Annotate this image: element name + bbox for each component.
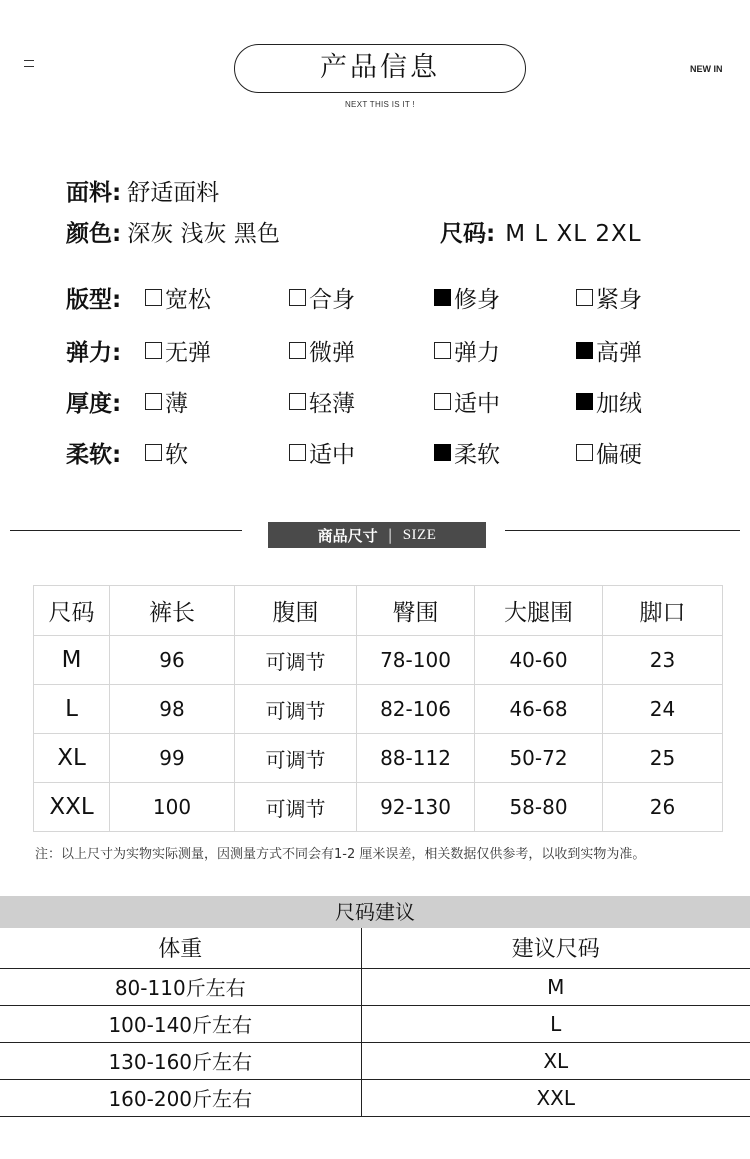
option-label: 软 <box>165 442 188 468</box>
unchecked-box-icon <box>289 342 306 359</box>
option-label: 高弹 <box>596 340 642 366</box>
table-cell: 99 <box>110 734 235 783</box>
option-label: 柔软 <box>454 442 500 468</box>
table-cell: M <box>34 636 110 685</box>
table-cell: 80-110斤左右 <box>0 968 361 1005</box>
attribute-label: 弹力: <box>66 340 122 366</box>
attribute-option <box>145 385 188 418</box>
table-cell: 25 <box>603 734 723 783</box>
table-cell: M <box>361 968 750 1005</box>
table-cell: XL <box>34 734 110 783</box>
unchecked-box-icon <box>576 289 593 306</box>
unchecked-box-icon <box>289 444 306 461</box>
page-title: 产品信息 <box>234 44 526 93</box>
table-cell: L <box>361 1005 750 1042</box>
table-cell: 可调节 <box>235 783 357 832</box>
unchecked-box-icon <box>145 289 162 306</box>
table-cell: 98 <box>110 685 235 734</box>
option-label: 适中 <box>454 391 500 417</box>
table-cell: XXL <box>34 783 110 832</box>
table-cell: 160-200斤左右 <box>0 1079 361 1116</box>
divider-line-right <box>505 530 740 531</box>
checked-box-icon <box>576 342 593 359</box>
option-label: 薄 <box>165 391 188 417</box>
table-row <box>0 1042 750 1079</box>
attribute-option <box>289 385 355 418</box>
color-value: 深灰 浅灰 黑色 <box>127 221 280 247</box>
size-table-header <box>34 586 723 636</box>
table-cell: 96 <box>110 636 235 685</box>
size-row <box>440 215 642 248</box>
unchecked-box-icon <box>434 393 451 410</box>
table-cell: 可调节 <box>235 636 357 685</box>
option-label: 适中 <box>309 442 355 468</box>
divider-line-left <box>10 530 242 531</box>
table-cell: 100-140斤左右 <box>0 1005 361 1042</box>
table-row <box>34 783 723 832</box>
attribute-label: 厚度: <box>66 391 122 417</box>
side-mark-icon <box>24 60 34 72</box>
header-cell: 臀围 <box>357 586 475 636</box>
attribute-option <box>434 281 500 314</box>
attribute-option <box>289 436 355 469</box>
table-cell: XXL <box>361 1079 750 1116</box>
attribute-option <box>434 334 500 367</box>
checked-box-icon <box>434 444 451 461</box>
table-cell: XL <box>361 1042 750 1079</box>
option-label: 偏硬 <box>596 442 642 468</box>
attribute-option <box>576 281 642 314</box>
banner-label-en: SIZE <box>402 526 437 543</box>
table-cell: 可调节 <box>235 685 357 734</box>
attribute-option <box>289 334 355 367</box>
table-row <box>0 968 750 1005</box>
size-label: 尺码: <box>440 221 496 247</box>
material-row <box>66 174 219 207</box>
table-cell: 92-130 <box>357 783 475 832</box>
header-cell: 大腿围 <box>475 586 603 636</box>
option-label: 轻薄 <box>309 391 355 417</box>
new-in-badge: NEW IN <box>690 64 723 74</box>
table-cell: 130-160斤左右 <box>0 1042 361 1079</box>
measurement-note: 注：以上尺寸为实物实际测量，因测量方式不同会有1-2 厘米误差，相关数据仅供参考，以收到实物为准。 <box>35 847 646 862</box>
color-row <box>66 215 280 248</box>
material-label: 面料: <box>66 180 122 206</box>
table-cell: 82-106 <box>357 685 475 734</box>
banner-separator: | <box>387 526 393 544</box>
recommendation-title: 尺码建议 <box>0 896 750 928</box>
table-cell: 88-112 <box>357 734 475 783</box>
header-cell: 体重 <box>0 928 361 968</box>
recommendation-header <box>0 928 750 968</box>
table-row <box>34 685 723 734</box>
table-cell: 50-72 <box>475 734 603 783</box>
attribute-label: 版型: <box>66 287 122 313</box>
attribute-option <box>145 334 211 367</box>
table-cell: 58-80 <box>475 783 603 832</box>
option-label: 弹力 <box>454 340 500 366</box>
recommendation-table <box>0 928 750 1117</box>
unchecked-box-icon <box>145 444 162 461</box>
table-cell: 可调节 <box>235 734 357 783</box>
option-label: 合身 <box>309 287 355 313</box>
attribute-option <box>576 334 642 367</box>
attribute-option <box>434 436 500 469</box>
attribute-option <box>576 436 642 469</box>
unchecked-box-icon <box>145 342 162 359</box>
table-cell: L <box>34 685 110 734</box>
header-cell: 尺码 <box>34 586 110 636</box>
unchecked-box-icon <box>576 444 593 461</box>
material-value: 舒适面料 <box>127 180 220 206</box>
table-cell: 46-68 <box>475 685 603 734</box>
table-row <box>0 1079 750 1116</box>
attribute-option <box>145 281 211 314</box>
table-cell: 24 <box>603 685 723 734</box>
table-row <box>34 636 723 685</box>
attribute-option <box>145 436 188 469</box>
option-label: 微弹 <box>309 340 355 366</box>
header-cell: 腹围 <box>235 586 357 636</box>
option-label: 无弹 <box>165 340 211 366</box>
table-row <box>34 734 723 783</box>
table-cell: 26 <box>603 783 723 832</box>
unchecked-box-icon <box>289 393 306 410</box>
table-row <box>0 1005 750 1042</box>
attribute-option <box>576 385 642 418</box>
attribute-option <box>289 281 355 314</box>
table-cell: 100 <box>110 783 235 832</box>
unchecked-box-icon <box>145 393 162 410</box>
attribute-option <box>434 385 500 418</box>
header-cell: 脚口 <box>603 586 723 636</box>
color-label: 颜色: <box>66 221 122 247</box>
unchecked-box-icon <box>434 342 451 359</box>
size-table <box>33 585 723 832</box>
size-value: M L XL 2XL <box>505 221 642 247</box>
size-section-banner <box>268 522 486 548</box>
option-label: 修身 <box>454 287 500 313</box>
attribute-label: 柔软: <box>66 442 122 468</box>
unchecked-box-icon <box>289 289 306 306</box>
table-cell: 78-100 <box>357 636 475 685</box>
checked-box-icon <box>434 289 451 306</box>
page-subtitle: NEXT THIS IS IT ! <box>344 100 415 109</box>
table-cell: 40-60 <box>475 636 603 685</box>
option-label: 紧身 <box>596 287 642 313</box>
table-cell: 23 <box>603 636 723 685</box>
option-label: 宽松 <box>165 287 211 313</box>
option-label: 加绒 <box>596 391 642 417</box>
header-cell: 建议尺码 <box>361 928 750 968</box>
checked-box-icon <box>576 393 593 410</box>
banner-label-cn: 商品尺寸 <box>317 526 378 545</box>
header-cell: 裤长 <box>110 586 235 636</box>
